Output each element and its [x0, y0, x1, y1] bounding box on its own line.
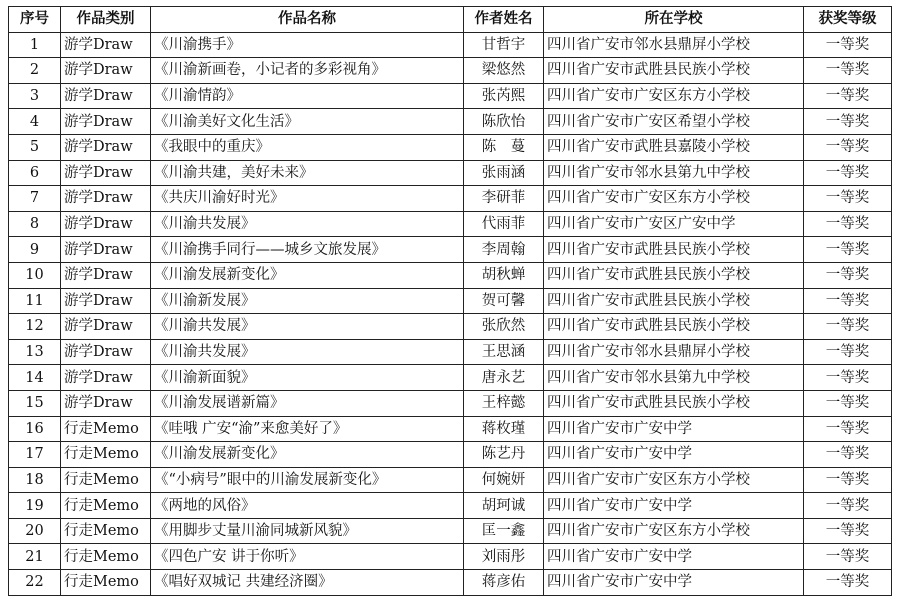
cell-no: 21 — [9, 544, 61, 570]
cell-category: 行走Memo — [61, 467, 151, 493]
cell-title: 《川渝新面貌》 — [151, 365, 464, 391]
header-row — [9, 7, 892, 33]
cell-author: 张芮熙 — [464, 83, 544, 109]
header-category: 作品类别 — [61, 7, 151, 33]
cell-no: 4 — [9, 109, 61, 135]
cell-award: 一等奖 — [804, 339, 892, 365]
cell-no: 11 — [9, 288, 61, 314]
cell-category: 游学Draw — [61, 83, 151, 109]
cell-title: 《川渝发展谱新篇》 — [151, 390, 464, 416]
table-row — [9, 390, 892, 416]
table-row — [9, 58, 892, 84]
cell-school: 四川省广安市广安区广安中学 — [544, 211, 804, 237]
cell-no: 14 — [9, 365, 61, 391]
table-row — [9, 32, 892, 58]
cell-award: 一等奖 — [804, 211, 892, 237]
cell-school: 四川省广安市广安中学 — [544, 493, 804, 519]
cell-school: 四川省广安市广安中学 — [544, 416, 804, 442]
cell-award: 一等奖 — [804, 365, 892, 391]
cell-school: 四川省广安市广安中学 — [544, 544, 804, 570]
cell-author: 陈欣怡 — [464, 109, 544, 135]
cell-category: 游学Draw — [61, 211, 151, 237]
cell-author: 梁悠然 — [464, 58, 544, 84]
cell-school: 四川省广安市武胜县民族小学校 — [544, 237, 804, 263]
cell-award: 一等奖 — [804, 467, 892, 493]
cell-no: 3 — [9, 83, 61, 109]
cell-award: 一等奖 — [804, 570, 892, 596]
cell-category: 游学Draw — [61, 58, 151, 84]
table-row — [9, 160, 892, 186]
cell-no: 22 — [9, 570, 61, 596]
cell-award: 一等奖 — [804, 32, 892, 58]
cell-title: 《川渝发展新变化》 — [151, 262, 464, 288]
cell-title: 《两地的风俗》 — [151, 493, 464, 519]
header-title: 作品名称 — [151, 7, 464, 33]
cell-award: 一等奖 — [804, 58, 892, 84]
cell-category: 游学Draw — [61, 365, 151, 391]
cell-school: 四川省广安市广安中学 — [544, 442, 804, 468]
cell-title: 《川渝携手》 — [151, 32, 464, 58]
awards-table — [8, 6, 892, 596]
table-row — [9, 467, 892, 493]
cell-no: 18 — [9, 467, 61, 493]
header-award: 获奖等级 — [804, 7, 892, 33]
table-row — [9, 339, 892, 365]
cell-author: 蒋彦佑 — [464, 570, 544, 596]
table-row — [9, 493, 892, 519]
cell-category: 游学Draw — [61, 186, 151, 212]
cell-school: 四川省广安市武胜县民族小学校 — [544, 262, 804, 288]
cell-author: 代雨菲 — [464, 211, 544, 237]
cell-category: 游学Draw — [61, 390, 151, 416]
cell-category: 行走Memo — [61, 570, 151, 596]
cell-category: 游学Draw — [61, 288, 151, 314]
cell-school: 四川省广安市武胜县民族小学校 — [544, 390, 804, 416]
cell-school: 四川省广安市广安区东方小学校 — [544, 467, 804, 493]
cell-no: 1 — [9, 32, 61, 58]
cell-title: 《川渝新画卷，小记者的多彩视角》 — [151, 58, 464, 84]
cell-no: 6 — [9, 160, 61, 186]
cell-author: 甘哲宇 — [464, 32, 544, 58]
table-row — [9, 83, 892, 109]
cell-school: 四川省广安市武胜县嘉陵小学校 — [544, 134, 804, 160]
cell-no: 9 — [9, 237, 61, 263]
table-row — [9, 570, 892, 596]
cell-award: 一等奖 — [804, 416, 892, 442]
cell-title: 《共庆川渝好时光》 — [151, 186, 464, 212]
header-no: 序号 — [9, 7, 61, 33]
cell-school: 四川省广安市武胜县民族小学校 — [544, 58, 804, 84]
cell-no: 10 — [9, 262, 61, 288]
table-row — [9, 237, 892, 263]
cell-award: 一等奖 — [804, 262, 892, 288]
cell-school: 四川省广安市广安区东方小学校 — [544, 186, 804, 212]
cell-award: 一等奖 — [804, 160, 892, 186]
cell-title: 《川渝发展新变化》 — [151, 442, 464, 468]
table-row — [9, 544, 892, 570]
cell-title: 《我眼中的重庆》 — [151, 134, 464, 160]
cell-title: 《川渝共发展》 — [151, 211, 464, 237]
table-row — [9, 211, 892, 237]
cell-no: 7 — [9, 186, 61, 212]
cell-author: 唐永艺 — [464, 365, 544, 391]
cell-author: 何婉妍 — [464, 467, 544, 493]
cell-author: 李研菲 — [464, 186, 544, 212]
table-row — [9, 109, 892, 135]
cell-category: 游学Draw — [61, 339, 151, 365]
cell-title: 《川渝新发展》 — [151, 288, 464, 314]
cell-author: 王思涵 — [464, 339, 544, 365]
cell-no: 8 — [9, 211, 61, 237]
table-row — [9, 262, 892, 288]
cell-title: 《用脚步丈量川渝同城新风貌》 — [151, 518, 464, 544]
cell-title: 《川渝美好文化生活》 — [151, 109, 464, 135]
cell-school: 四川省广安市邻水县鼎屏小学校 — [544, 339, 804, 365]
cell-no: 20 — [9, 518, 61, 544]
table-row — [9, 134, 892, 160]
table-row — [9, 186, 892, 212]
cell-author: 王梓懿 — [464, 390, 544, 416]
cell-award: 一等奖 — [804, 518, 892, 544]
table-row — [9, 416, 892, 442]
cell-title: 《川渝共发展》 — [151, 339, 464, 365]
cell-category: 行走Memo — [61, 518, 151, 544]
table-body — [9, 32, 892, 595]
cell-award: 一等奖 — [804, 83, 892, 109]
cell-award: 一等奖 — [804, 237, 892, 263]
cell-author: 陈艺丹 — [464, 442, 544, 468]
cell-category: 游学Draw — [61, 160, 151, 186]
cell-author: 蒋枚瑾 — [464, 416, 544, 442]
cell-author: 刘雨彤 — [464, 544, 544, 570]
cell-no: 16 — [9, 416, 61, 442]
cell-title: 《川渝共建，美好未来》 — [151, 160, 464, 186]
cell-title: 《哇哦 广安“渝”来愈美好了》 — [151, 416, 464, 442]
cell-school: 四川省广安市广安区东方小学校 — [544, 83, 804, 109]
cell-award: 一等奖 — [804, 314, 892, 340]
cell-title: 《唱好双城记 共建经济圈》 — [151, 570, 464, 596]
cell-category: 行走Memo — [61, 416, 151, 442]
cell-award: 一等奖 — [804, 288, 892, 314]
cell-award: 一等奖 — [804, 134, 892, 160]
cell-title: 《川渝共发展》 — [151, 314, 464, 340]
awards-table-container — [8, 6, 892, 596]
cell-title: 《川渝携手同行——城乡文旅发展》 — [151, 237, 464, 263]
cell-author: 贺可馨 — [464, 288, 544, 314]
cell-no: 2 — [9, 58, 61, 84]
cell-school: 四川省广安市邻水县第九中学校 — [544, 160, 804, 186]
cell-author: 胡珂诚 — [464, 493, 544, 519]
cell-school: 四川省广安市武胜县民族小学校 — [544, 288, 804, 314]
cell-school: 四川省广安市邻水县第九中学校 — [544, 365, 804, 391]
cell-school: 四川省广安市广安中学 — [544, 570, 804, 596]
cell-no: 12 — [9, 314, 61, 340]
header-school: 所在学校 — [544, 7, 804, 33]
table-row — [9, 314, 892, 340]
cell-award: 一等奖 — [804, 493, 892, 519]
cell-author: 张雨涵 — [464, 160, 544, 186]
cell-author: 李周翰 — [464, 237, 544, 263]
header-author: 作者姓名 — [464, 7, 544, 33]
table-row — [9, 442, 892, 468]
cell-category: 游学Draw — [61, 134, 151, 160]
cell-category: 行走Memo — [61, 442, 151, 468]
cell-no: 13 — [9, 339, 61, 365]
cell-category: 游学Draw — [61, 314, 151, 340]
table-row — [9, 288, 892, 314]
cell-title: 《四色广安 讲于你听》 — [151, 544, 464, 570]
cell-no: 5 — [9, 134, 61, 160]
cell-author: 陈 蔓 — [464, 134, 544, 160]
cell-author: 匡一鑫 — [464, 518, 544, 544]
cell-school: 四川省广安市邻水县鼎屏小学校 — [544, 32, 804, 58]
cell-no: 19 — [9, 493, 61, 519]
cell-award: 一等奖 — [804, 390, 892, 416]
cell-award: 一等奖 — [804, 109, 892, 135]
cell-award: 一等奖 — [804, 544, 892, 570]
cell-school: 四川省广安市广安区希望小学校 — [544, 109, 804, 135]
cell-category: 游学Draw — [61, 237, 151, 263]
table-row — [9, 518, 892, 544]
cell-school: 四川省广安市广安区东方小学校 — [544, 518, 804, 544]
cell-title: 《“小病号”眼中的川渝发展新变化》 — [151, 467, 464, 493]
cell-award: 一等奖 — [804, 442, 892, 468]
cell-category: 行走Memo — [61, 493, 151, 519]
cell-author: 张欣然 — [464, 314, 544, 340]
cell-category: 游学Draw — [61, 32, 151, 58]
cell-category: 游学Draw — [61, 109, 151, 135]
cell-no: 17 — [9, 442, 61, 468]
table-row — [9, 365, 892, 391]
cell-title: 《川渝情韵》 — [151, 83, 464, 109]
cell-award: 一等奖 — [804, 186, 892, 212]
cell-school: 四川省广安市武胜县民族小学校 — [544, 314, 804, 340]
cell-category: 行走Memo — [61, 544, 151, 570]
cell-author: 胡秋蝉 — [464, 262, 544, 288]
cell-no: 15 — [9, 390, 61, 416]
cell-category: 游学Draw — [61, 262, 151, 288]
